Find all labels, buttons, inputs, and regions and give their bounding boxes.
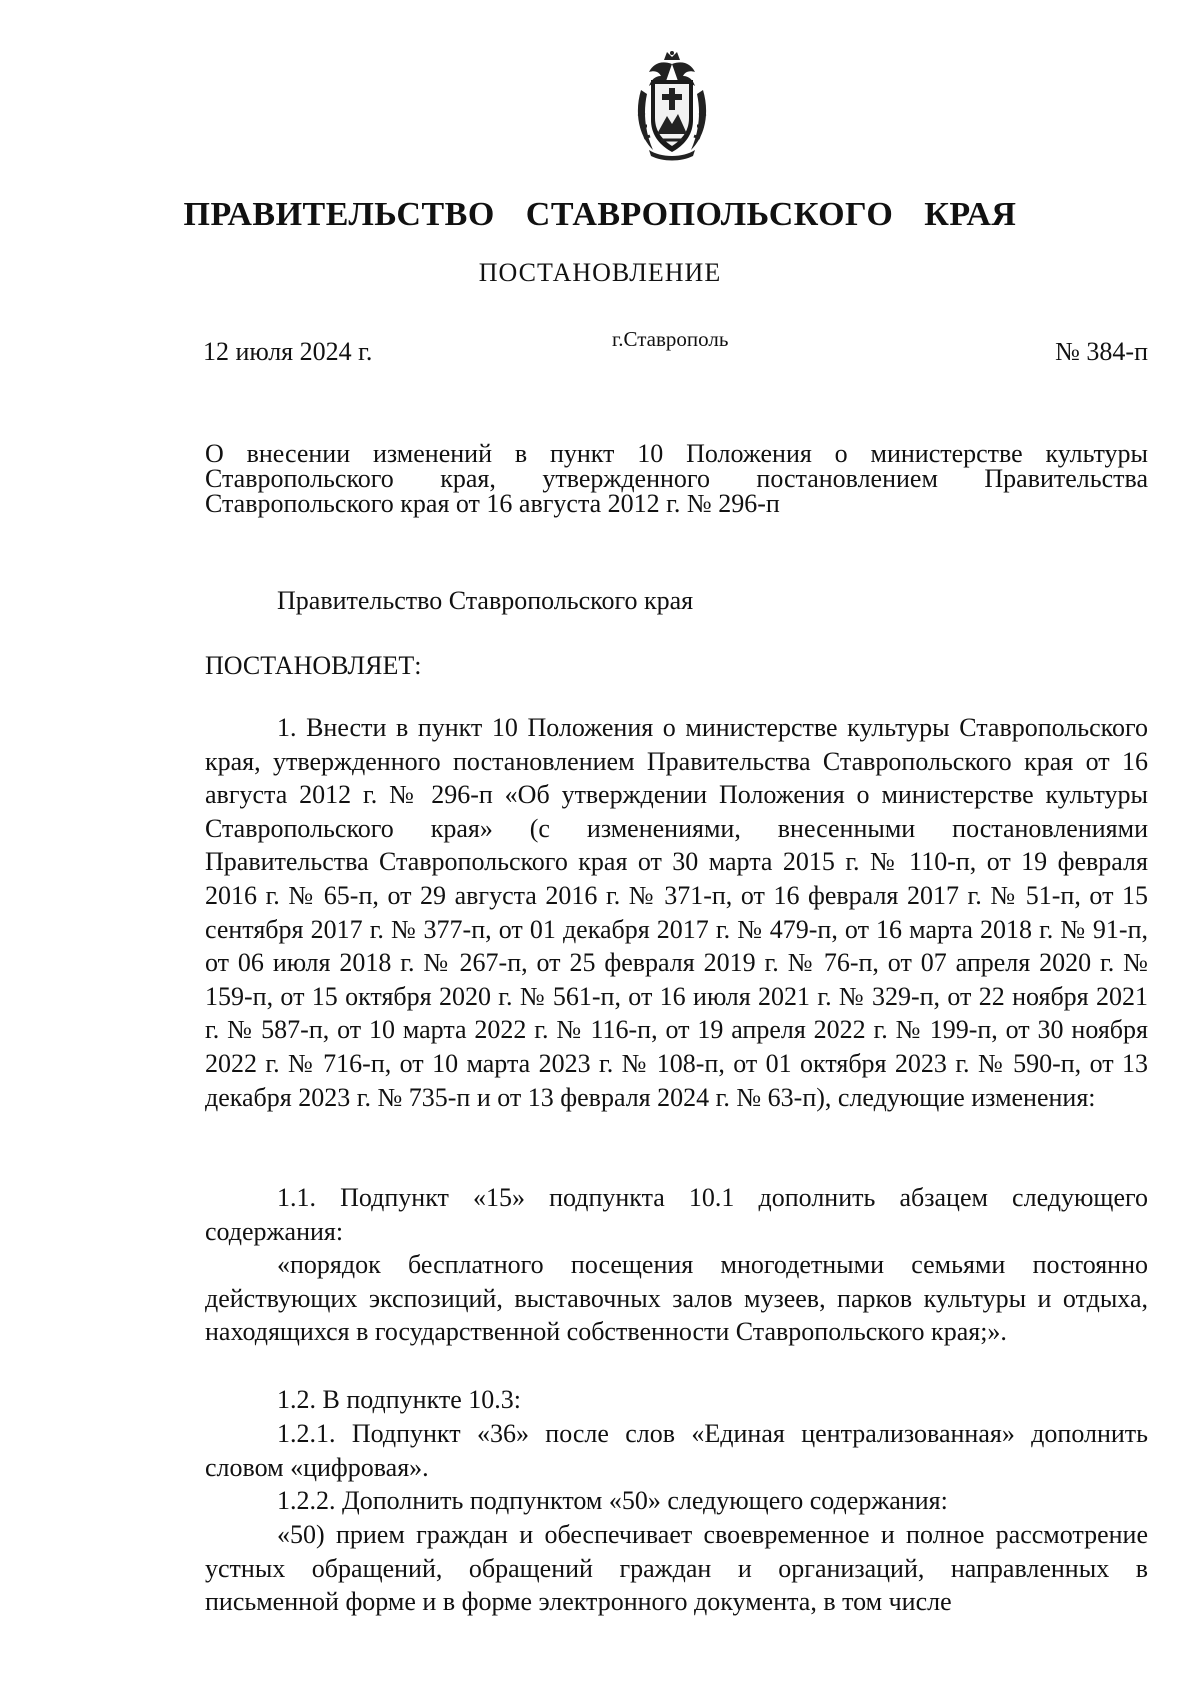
paragraph-text: «порядок бесплатного посещения многодетными семьями постоянно действующих экспозиций, выставочных залов музеев, парков культуры и отдыха, находящихся в государственной собственности Ставропольского края;».	[205, 1250, 1148, 1347]
paragraph-item-1-2-1	[205, 1417, 1148, 1484]
paragraph-item-1-2-2	[205, 1484, 1148, 1518]
paragraph-text: 1.1. Подпункт «15» подпункта 10.1 дополнить абзацем следующего содержания:	[205, 1183, 1148, 1246]
preamble-decrees: ПОСТАНОВЛЯЕТ:	[205, 651, 422, 680]
paragraph-item-50	[205, 1518, 1148, 1619]
document-city: г.Ставрополь	[612, 327, 729, 351]
document-subject: О внесении изменений в пункт 10 Положения о министерстве культуры Ставропольского края, утвержденного постановлением Правительства Ставропольского края от 16 августа 2012 г. № 296-п	[205, 439, 1148, 518]
paragraph-text: 1.2.1. Подпункт «36» после слов «Единая централизованная» дополнить словом «цифровая».	[205, 1419, 1148, 1482]
coat-of-arms-icon	[631, 50, 713, 162]
government-title: ПРАВИТЕЛЬСТВО СТАВРОПОЛЬСКОГО КРАЯ	[183, 196, 1017, 233]
document-number: № 384-п	[1055, 337, 1148, 366]
paragraph-text: 1.2. В подпункте 10.3:	[277, 1385, 521, 1414]
paragraph-text: «50) прием граждан и обеспечивает своевременное и полное рассмотрение устных обращений, обращений граждан и организаций, направленных в письменной форме и в форме электронного документа, в том числе	[205, 1520, 1148, 1617]
preamble-actor: Правительство Ставропольского края	[277, 586, 694, 615]
paragraph-item-quote	[205, 1248, 1148, 1349]
paragraph-item-1-1	[205, 1181, 1148, 1248]
paragraph-item-1	[205, 711, 1148, 1114]
paragraph-text: 1.2.2. Дополнить подпунктом «50» следующего содержания:	[277, 1486, 948, 1515]
paragraph-item-1-2	[205, 1383, 1148, 1417]
paragraph-text: 1. Внести в пункт 10 Положения о министерстве культуры Ставропольского края, утвержденного постановлением Правительства Ставропольского края от 16 августа 2012 г. № 296-п «Об утверждении Положения о министерстве культуры Ставропольского края» (с изменениями, внесенными постановлениями Правительства Ставропольского края от 30 марта 2015 г. № 110-п, от 19 февраля 2016 г. № 65-п, от 29 августа 2016 г. № 371-п, от 16 февраля 2017 г. № 51-п, от 15 сентября 2017 г. № 377-п, от 01 декабря 2017 г. № 479-п, от 16 марта 2018 г. № 91-п, от 06 июля 2018 г. № 267-п, от 25 февраля 2019 г. № 76-п, от 07 апреля 2020 г. № 159-п, от 15 октября 2020 г. № 561-п, от 16 июля 2021 г. № 329-п, от 22 ноября 2021 г. № 587-п, от 10 марта 2022 г. № 116-п, от 19 апреля 2022 г. № 199-п, от 30 ноября 2022 г. № 716-п, от 10 марта 2023 г. № 108-п, от 01 октября 2023 г. № 590-п, от 13 декабря 2023 г. № 735-п и от 13 февраля 2024 г. № 63-п), следующие изменения:	[205, 713, 1148, 1112]
document-type: ПОСТАНОВЛЕНИЕ	[478, 258, 722, 287]
document-date: 12 июля 2024 г.	[203, 337, 373, 366]
